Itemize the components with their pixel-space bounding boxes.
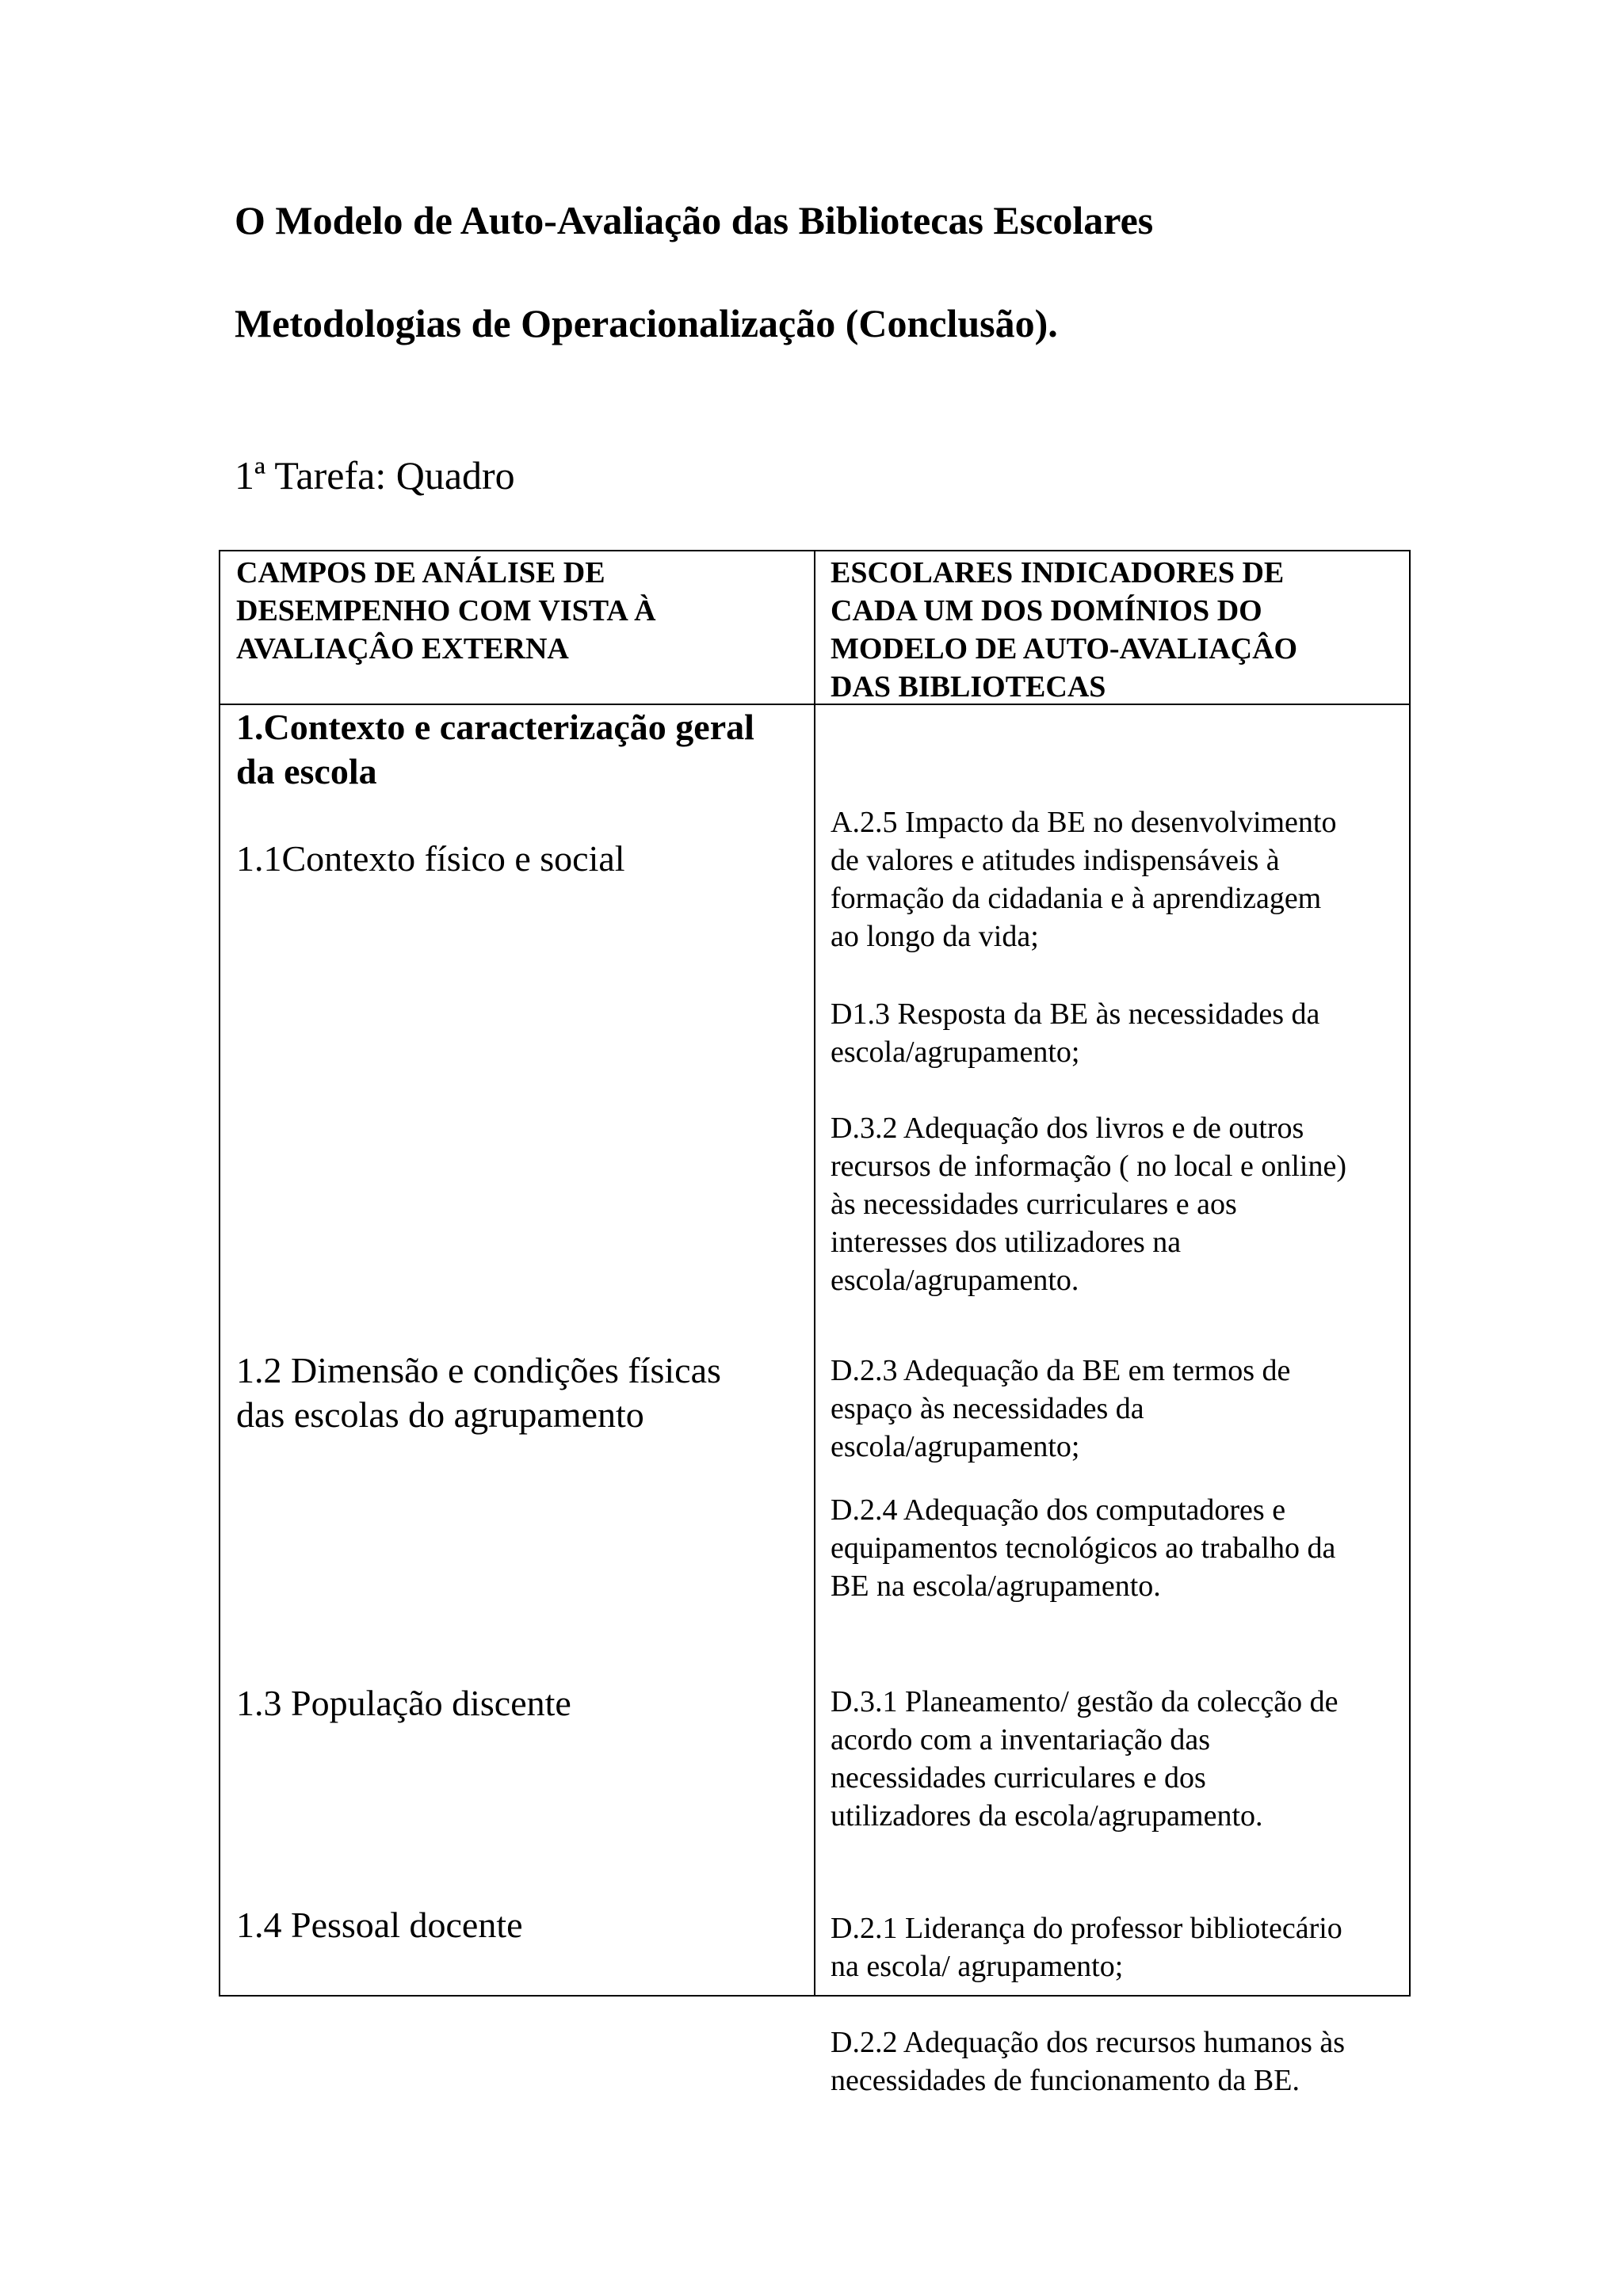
indicator-d-2-2: D.2.2 Adequação dos recursos humanos às necessidades de funcionamento da BE. bbox=[831, 2026, 1346, 2097]
page-subtitle: Metodologias de Operacionalização (Conclusão). bbox=[235, 301, 1058, 345]
field-pessoal-docente: 1.4 Pessoal docente bbox=[236, 1905, 523, 1945]
indicator-d-3-1: D.3.1 Planeamento/ gestão da colecção de acordo com a inventariação das necessidades curriculares e dos utilizadores da escola/agrupamento. bbox=[831, 1685, 1338, 1833]
section-heading-context: 1.Contexto e caracterização geral da escola bbox=[236, 707, 754, 791]
analysis-table bbox=[219, 550, 1411, 2097]
indicator-a-2-5: A.2.5 Impacto da BE no desenvolvimento de valores e atitudes indispensáveis à formação da cidadania e à aprendizagem ao longo da vida; bbox=[831, 806, 1337, 953]
page-title: O Modelo de Auto-Avaliação das Bibliotecas Escolares bbox=[235, 198, 1154, 242]
indicator-d-2-4: D.2.4 Adequação dos computadores e equipamentos tecnológicos ao trabalho da BE na escola/agrupamento. bbox=[831, 1493, 1336, 1603]
column-divider bbox=[814, 551, 815, 1995]
indicator-d-3-2: D.3.2 Adequação dos livros e de outros recursos de informação ( no local e online) às necessidades curriculares e aos interesses dos utilizadores na escola/agrupamento. bbox=[831, 1112, 1347, 1297]
header-left: CAMPOS DE ANÁLISE DE DESEMPENHO COM VISTA À AVALIAÇÂO EXTERNA bbox=[236, 556, 656, 666]
indicator-d-2-3: D.2.3 Adequação da BE em termos de espaço às necessidades da escola/agrupamento; bbox=[831, 1354, 1291, 1463]
field-contexto-fisico-social: 1.1Contexto físico e social bbox=[236, 838, 625, 879]
task-heading: 1ª Tarefa: Quadro bbox=[235, 453, 515, 498]
header-right: ESCOLARES INDICADORES DE CADA UM DOS DOMÍNIOS DO MODELO DE AUTO-AVALIAÇÂO DAS BIBLIOTECAS bbox=[831, 556, 1298, 704]
indicator-d-2-1: D.2.1 Liderança do professor bibliotecário na escola/ agrupamento; bbox=[831, 1912, 1342, 1983]
field-dimensao-condicoes: 1.2 Dimensão e condições físicas das escolas do agrupamento bbox=[236, 1350, 721, 1435]
indicator-d1-3: D1.3 Resposta da BE às necessidades da escola/agrupamento; bbox=[831, 997, 1320, 1069]
field-populacao-discente: 1.3 População discente bbox=[236, 1683, 571, 1723]
